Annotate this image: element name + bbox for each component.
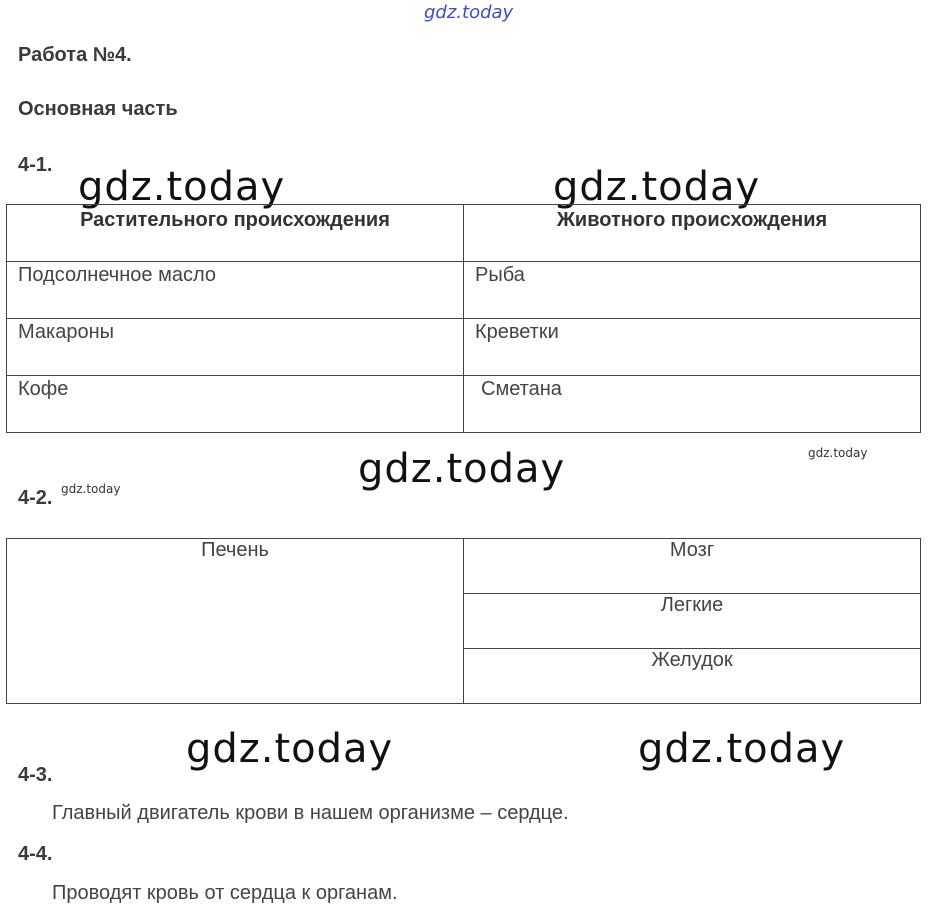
watermark-big-5: gdz.today <box>638 726 846 772</box>
watermark-small-2: gdz.today <box>61 482 121 496</box>
table-row <box>7 262 921 319</box>
watermark-big-2: gdz.today <box>553 164 761 210</box>
table-cell: Кофе <box>7 376 464 433</box>
table-organs <box>6 538 921 704</box>
organ-left-cell: Печень <box>7 539 464 704</box>
table-cell: Рыба <box>464 262 921 319</box>
header-animal-origin: Животного происхождения <box>464 205 921 262</box>
section-title: Основная часть <box>18 98 178 120</box>
table-row <box>7 376 921 433</box>
table-cell: Креветки <box>464 319 921 376</box>
task-4-2-label: 4-2. <box>18 487 53 509</box>
organ-right-cell: Желудок <box>464 649 921 704</box>
table-cell: Сметана <box>464 376 921 433</box>
header-plant-origin: Растительного происхождения <box>7 205 464 262</box>
table-cell: Макароны <box>7 319 464 376</box>
organ-right-cell: Легкие <box>464 594 921 649</box>
task-4-3-label: 4-3. <box>18 764 53 786</box>
table-row <box>7 539 921 594</box>
watermark-big-4: gdz.today <box>186 726 394 772</box>
task-4-3-answer: Главный двигатель крови в нашем организме – сердце. <box>52 802 569 824</box>
page-title: Работа №4. <box>18 44 132 66</box>
watermark-big-3: gdz.today <box>358 446 566 492</box>
table-food-origin <box>6 204 921 433</box>
watermark-small-1: gdz.today <box>808 446 868 460</box>
table-row <box>7 319 921 376</box>
table-cell: Подсолнечное масло <box>7 262 464 319</box>
task-4-4-answer: Проводят кровь от сердца к органам. <box>52 882 398 904</box>
table-header-row <box>7 205 921 262</box>
watermark-top: gdz.today <box>424 2 514 23</box>
watermark-big-1: gdz.today <box>78 164 286 210</box>
task-4-4-label: 4-4. <box>18 843 53 865</box>
task-4-1-label: 4-1. <box>18 154 53 176</box>
organ-right-cell: Мозг <box>464 539 921 594</box>
